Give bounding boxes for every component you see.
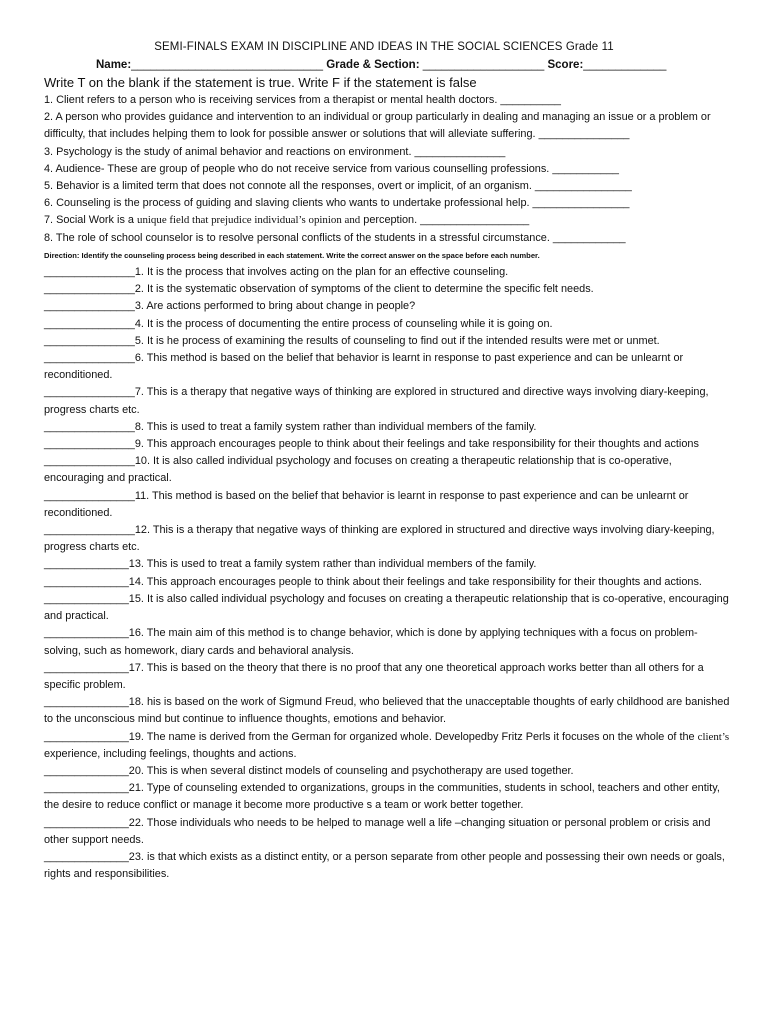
student-info-row <box>96 59 666 71</box>
id-item: ______________21. Type of counseling extended to organizations, groups in the communities, students in school, teachers and other entity, the desire to reduce conflict or manage it become more productive s a team or work better together. <box>44 782 720 812</box>
true-false-instruction: Write T on the blank if the statement is true. Write F if the statement is false <box>44 75 477 90</box>
id-item19-start: ______________19. The name is derived from the German for organized whole. Developedby Fritz Perls it focuses on the whole of the <box>44 730 698 743</box>
tf-item: 6. Counseling is the process of guiding and slaving clients who wants to undertake professional help. ________________ <box>44 197 630 210</box>
id-item: ______________16. The main aim of this method is to change behavior, which is done by applying techniques with a focus on problem- solving, such as homework, diary cards and behavioral analysis. <box>44 627 698 657</box>
id-item: _______________7. This is a therapy that negative ways of thinking are explored in structured and directive ways involving diary-keeping, progress charts etc. <box>44 386 709 416</box>
id-item <box>44 729 734 763</box>
id-item: _______________8. This is used to treat a family system rather than individual members of the family. <box>44 420 537 433</box>
page-title: SEMI-FINALS EXAM IN DISCIPLINE AND IDEAS IN THE SOCIAL SCIENCES Grade 11 <box>154 41 614 53</box>
id-item: _______________11. This method is based on the belief that behavior is learnt in response to past experience and can be unlearnt or reconditioned. <box>44 489 689 519</box>
tf-item7-serif: unique field that prejudice individual’s opinion and <box>137 214 361 227</box>
exam-body <box>44 92 734 883</box>
id-item: ______________23. is that which exists as a distinct entity, or a person separate from other people and possessing their own needs or goals, rights and responsibilities. <box>44 850 725 881</box>
score-label: Score: <box>547 59 584 71</box>
id-item: _______________6. This method is based on the belief that behavior is learnt in response to past experience and can be unlearnt or reconditioned. <box>44 352 684 382</box>
tf-item: 3. Psychology is the study of animal behavior and reactions on environment. _______________ <box>44 145 506 158</box>
tf-item: 5. Behavior is a limited term that does not connote all the responses, overt or implicit, of an organism. ________________ <box>44 180 632 193</box>
tf-item7-end: perception. __________________ <box>360 214 530 227</box>
id-item: _______________12. This is a therapy that negative ways of thinking are explored in structured and directive ways involving diary-keeping, progress charts etc. <box>44 524 715 554</box>
id-item: _______________10. It is also called individual psychology and focuses on creating a therapeutic relationship that is co-operative, encouraging and practical. <box>44 455 672 485</box>
id-item19-serif: client’s <box>697 730 730 743</box>
tf-item: 8. The role of school counselor is to resolve personal conflicts of the students in a stressful circumstance. ____________ <box>44 231 626 244</box>
id-item: _______________4. It is the process of documenting the entire process of counseling while it is going on. <box>44 317 553 330</box>
tf-item: 4. Audience- These are group of people who do not receive service from various counselling professions. ___________ <box>44 162 619 175</box>
identification-direction: Direction: Identify the counseling process being described in each statement. Write the correct answer on the space before each number. <box>44 250 540 260</box>
tf-item <box>44 212 734 229</box>
id-item: _______________2. It is the systematic observation of symptoms of the client to determine the specific felt needs. <box>44 283 594 296</box>
name-label: Name: <box>96 59 132 71</box>
name-blank: ______________________________ <box>131 59 324 71</box>
grade-section-label: Grade & Section: <box>326 59 420 71</box>
id-item: ______________22. Those individuals who needs to be helped to manage well a life –changing situation or personal problem or crisis and other support needs. <box>44 816 711 846</box>
id-item: _______________9. This approach encourages people to think about their feelings and take responsibility for their thoughts and actions <box>44 438 699 451</box>
grade-section-blank: ___________________ <box>422 59 545 71</box>
id-item: ______________18. his is based on the work of Sigmund Freud, who believed that the unacceptable thoughts of early childhood are banished to the unconscious mind but continue to influence thoughts, emotions and behavior. <box>44 696 730 726</box>
id-item: ______________20. This is when several distinct models of counseling and psychotherapy are used together. <box>44 764 574 777</box>
id-item: ______________13. This is used to treat a family system rather than individual members of the family. <box>44 558 537 571</box>
tf-item: 2. A person who provides guidance and intervention to an individual or group particularly in dealing and managing an issue or a problem or difficulty, that includes helping them to look for possible answer or solutions that will alleviate suffering. _______________ <box>44 111 711 141</box>
tf-item: 1. Client refers to a person who is receiving services from a therapist or mental health doctors. __________ <box>44 94 561 106</box>
id-item: ______________17. This is based on the theory that there is no proof that any one theoretical approach works better than all others for a specific problem. <box>44 661 704 691</box>
id-item: ______________14. This approach encourages people to think about their feelings and take responsibility for their thoughts and actions. <box>44 575 702 588</box>
score-blank: _____________ <box>583 59 667 71</box>
id-item: ______________15. It is also called individual psychology and focuses on creating a therapeutic relationship that is co-operative, encouraging and practical. <box>44 592 729 623</box>
tf-item7-start: 7. Social Work is a <box>44 214 138 227</box>
id-item: _______________1. It is the process that involves acting on the plan for an effective counseling. <box>44 266 509 279</box>
id-item: _______________5. It is he process of examining the results of counseling to find out if the intended results were met or unmet. <box>44 334 660 347</box>
id-item19-end: experience, including feelings, thoughts and actions. <box>44 747 297 760</box>
id-item: _______________3. Are actions performed to bring about change in people? <box>44 300 416 313</box>
